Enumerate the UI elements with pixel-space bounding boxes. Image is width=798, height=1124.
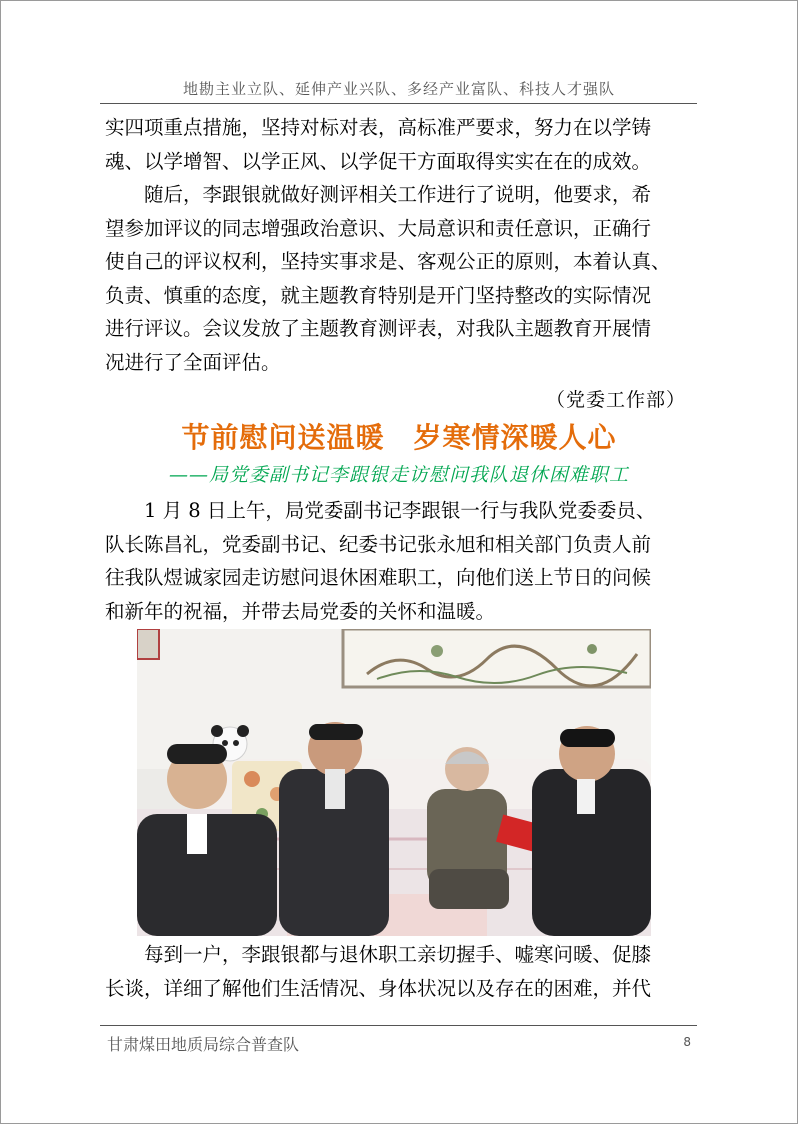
text-line: 魂、以学增智、以学正风、以学促干方面取得实实在在的成效。 [105, 149, 652, 173]
paragraph-continued [105, 111, 700, 178]
paragraph-each-household [105, 938, 700, 1005]
header-divider [100, 103, 697, 104]
text-line: 进行评议。会议发放了主题教育测评表，对我队主题教育开展情 [105, 317, 652, 340]
paragraph-evaluation [105, 178, 700, 379]
running-header: 地勘主业立队、延伸产业兴队、多经产业富队、科技人才强队 [182, 80, 615, 98]
text-line: 队长陈昌礼，党委副书记、纪委书记张永旭和相关部门负责人前 [105, 532, 652, 556]
text-line: 往我队煜诚家园走访慰问退休困难职工，向他们送上节日的问候 [105, 566, 652, 589]
text-line: 随后，李跟银就做好测评相关工作进行了说明，他要求，希 [105, 183, 652, 206]
paragraph-visit [105, 494, 700, 628]
text-line: 使自己的评议权利，坚持实事求是、客观公正的原则，本着认真、 [105, 250, 671, 273]
article-subtitle: ——局党委副书记李跟银走访慰问我队退休困难职工 [168, 464, 629, 486]
article-title: 节前慰问送温暖 岁寒情深暖人心 [181, 421, 617, 454]
text-line: 每到一户，李跟银都与退休职工亲切握手、嘘寒问暖、促膝 [105, 943, 652, 966]
text-line: 长谈，详细了解他们生活情况、身体状况以及存在的困难，并代 [105, 976, 652, 1000]
text-line: 实四项重点措施，坚持对标对表，高标准严要求，努力在以学铸 [105, 116, 652, 139]
visit-photo [137, 629, 651, 936]
text-line: 负责、慎重的态度，就主题教育特别是开门坚持整改的实际情况 [105, 283, 652, 307]
text-line: 和新年的祝福，并带去局党委的关怀和温暖。 [105, 599, 496, 623]
footer-organization: 甘肃煤田地质局综合普查队 [107, 1035, 300, 1054]
page-number: 8 [683, 1035, 691, 1049]
text-line: 况进行了全面评估。 [105, 350, 281, 374]
text-line: 望参加评议的同志增强政治意识、大局意识和责任意识，正确行 [105, 216, 652, 240]
footer-divider [100, 1025, 697, 1026]
author-signature: （党委工作部） [545, 389, 686, 411]
text-line: 1 月 8 日上午，局党委副书记李跟银一行与我队党委委员、 [105, 499, 656, 522]
